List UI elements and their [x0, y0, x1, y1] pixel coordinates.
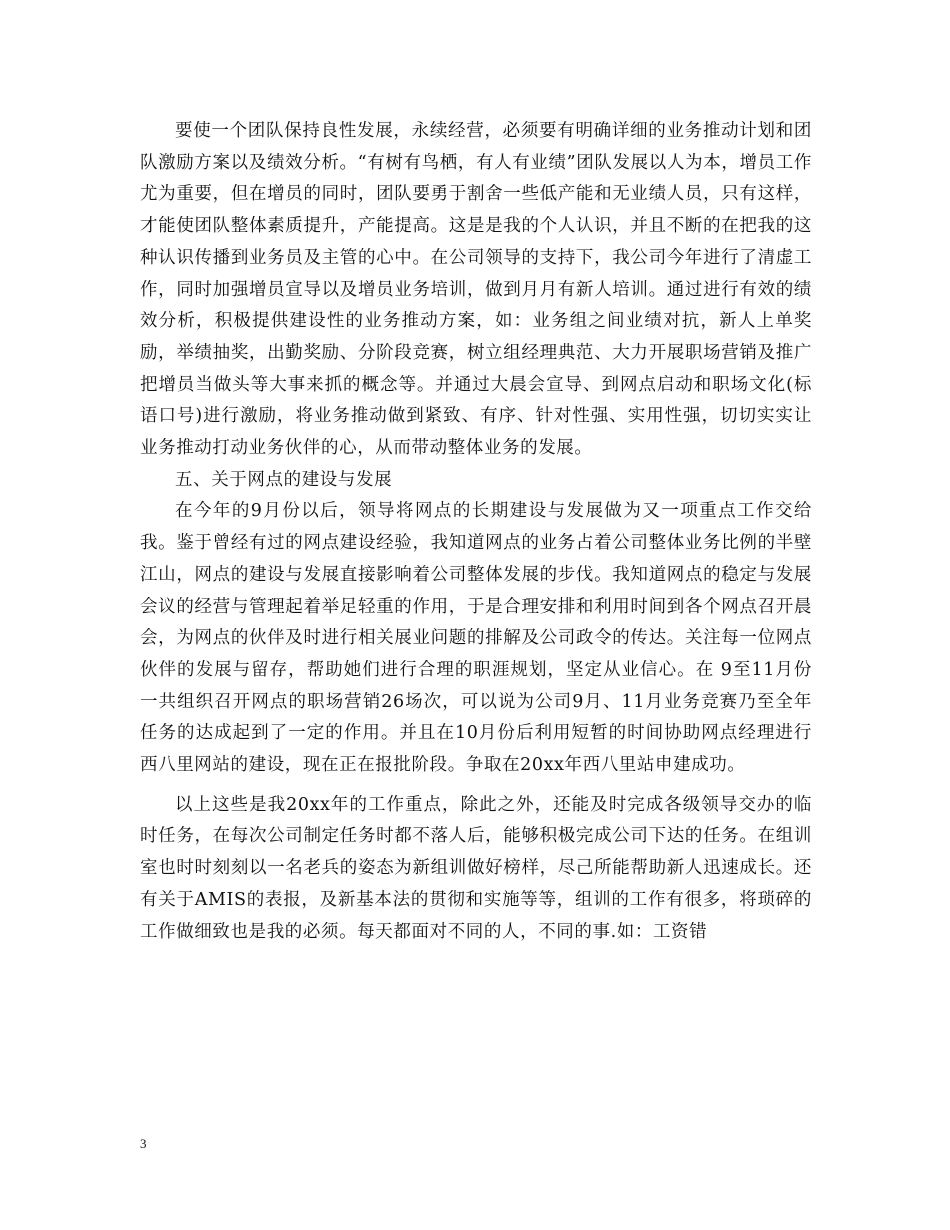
paragraph-work-summary: 以上这些是我20xx年的工作重点，除此之外，还能及时完成各级领导交办的临时任务，在每次公司制定任务时都不落人后，能够积极完成公司下达的任务。在组训室也时时刻刻以一名老兵的姿态为新组训做好榜样，尽己所能帮助新人迅速成长。还有关于AMIS的表报，及新基本法的贯彻和实施等等，组训的工作有很多，将琐碎的工作做细致也是我的必须。每天都面对不同的人，不同的事.如：工资错 [140, 794, 812, 942]
paragraph-team-motivation: 要使一个团队保持良性发展，永续经营，必须要有明确详细的业务推动计划和团队激励方案以及绩效分析。“有树有鸟栖，有人有业绩”团队发展以人为本，增员工作尤为重要，但在增员的同时，团队要勇于割舍一些低产能和无业绩人员，只有这样，才能使团队整体素质提升，产能提高。这是是我的个人认识，并且不断的在把我的这种认识传播到业务员及主管的心中。在公司领导的支持下，我公司今年进行了清虚工作，同时加强增员宣导以及增员业务培训，做到月月有新人培训。通过进行有效的绩效分析，积极提供建设性的业务推动方案，如：业务组之间业绩对抗，新人上单奖励，举绩抽奖，出勤奖励、分阶段竞赛，树立组经理典范、大力开展职场营销及推广把增员当做头等大事来抓的概念等。并通过大晨会宣导、到网点启动和职场文化(标语口号)进行激励，将业务推动做到紧致、有序、针对性强、实用性强，切切实实让业务推动打动业务伙伴的心，从而带动整体业务的发展。 [140, 121, 812, 459]
section-heading-outlet-development: 五、关于网点的建设与发展 [175, 469, 393, 490]
page-number: 3 [140, 1136, 147, 1151]
paragraph-outlet-development: 在今年的9月份以后，领导将网点的长期建设与发展做为又一项重点工作交给我。鉴于曾经有过的网点建设经验，我知道网点的业务占着公司整体业务比例的半壁江山，网点的建设与发展直接影响着公司整体发展的步伐。我知道网点的稳定与发展会议的经营与管理起着举足轻重的作用，于是合理安排和利用时间到各个网点召开晨会，为网点的伙伴及时进行相关展业问题的排解及公司政令的传达。关注每一位网点伙伴的发展与留存，帮助她们进行合理的职涯规划，坚定从业信心。在 9至11月份一共组织召开网点的职场营销26场次，可以说为公司9月、11月业务竞赛乃至全年任务的达成起到了一定的作用。并且在10月份后利用短暂的时间协助网点经理进行西八里网站的建设，现在正在报批阶段。争取在20xx年西八里站申建成功。 [140, 501, 812, 776]
document-body [140, 116, 812, 948]
